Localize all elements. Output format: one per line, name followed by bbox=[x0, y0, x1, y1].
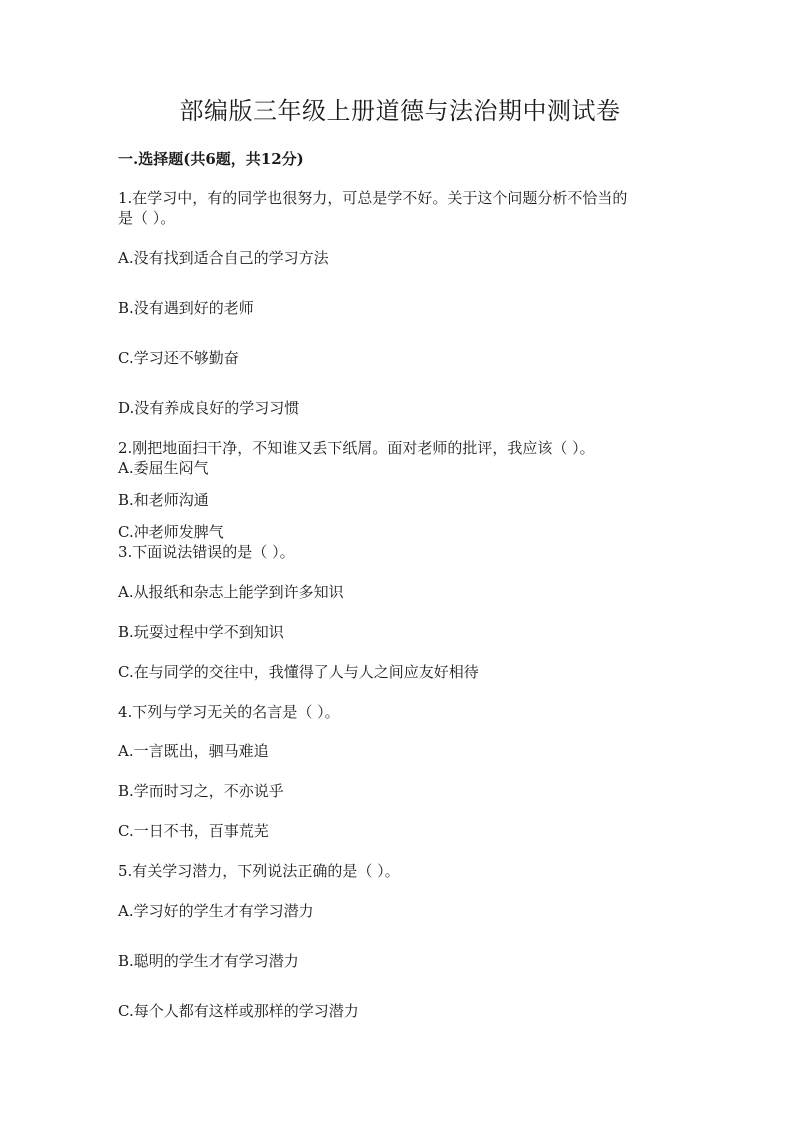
question-2-option-a: A.委屈生闷气 bbox=[118, 459, 209, 477]
question-2-stem: 2.刚把地面扫干净，不知谁又丢下纸屑。面对老师的批评，我应该（ ）。 bbox=[118, 439, 595, 457]
question-3-option-c: C.在与同学的交往中，我懂得了人与人之间应友好相待 bbox=[118, 663, 479, 681]
question-2-option-c: C.冲老师发脾气 bbox=[118, 523, 224, 541]
question-4-option-c: C.一日不书，百事荒芜 bbox=[118, 822, 269, 840]
question-4-option-b: B.学而时习之，不亦说乎 bbox=[118, 782, 284, 800]
question-3-option-a: A.从报纸和杂志上能学到许多知识 bbox=[118, 583, 344, 601]
question-1-stem-line-1: 1.在学习中，有的同学也很努力，可总是学不好。关于这个问题分析不恰当的 bbox=[118, 189, 628, 207]
question-1-stem-line-2: 是（ ）。 bbox=[118, 209, 176, 227]
question-1-option-d: D.没有养成良好的学习习惯 bbox=[118, 399, 300, 417]
question-5-option-a: A.学习好的学生才有学习潜力 bbox=[118, 902, 314, 920]
question-5-option-c: C.每个人都有这样或那样的学习潜力 bbox=[118, 1002, 359, 1020]
question-4-option-a: A.一言既出，驷马难追 bbox=[118, 742, 269, 760]
question-2-option-b: B.和老师沟通 bbox=[118, 491, 209, 509]
question-3-stem: 3.下面说法错误的是（ ）。 bbox=[118, 543, 295, 561]
question-1-option-b: B.没有遇到好的老师 bbox=[118, 299, 254, 317]
question-1-option-c: C.学习还不够勤奋 bbox=[118, 349, 239, 367]
question-5-stem: 5.有关学习潜力，下列说法正确的是（ ）。 bbox=[118, 862, 400, 880]
question-5-option-b: B.聪明的学生才有学习潜力 bbox=[118, 952, 299, 970]
question-1-option-a: A.没有找到适合自己的学习方法 bbox=[118, 249, 329, 267]
question-4-stem: 4.下列与学习无关的名言是（ ）。 bbox=[118, 703, 340, 721]
section-heading: 一.选择题(共6题，共12分) bbox=[118, 150, 304, 168]
question-3-option-b: B.玩耍过程中学不到知识 bbox=[118, 623, 284, 641]
page-title: 部编版三年级上册道德与法治期中测试卷 bbox=[179, 97, 621, 125]
